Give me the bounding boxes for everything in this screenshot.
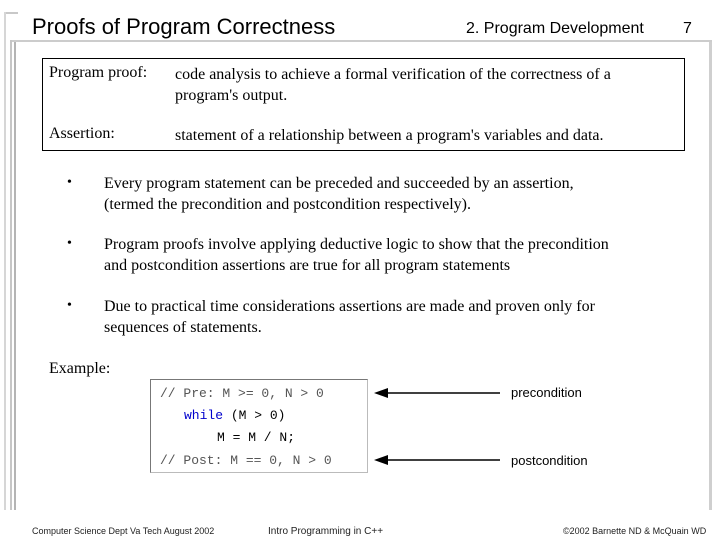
bullet-text: sequences of statements.: [104, 319, 262, 336]
code-body: M = M / N;: [217, 430, 296, 445]
definition-text: program's output.: [175, 87, 288, 104]
footer-right: ©2002 Barnette ND & McQuain WD: [563, 526, 707, 536]
bullet-icon: •: [67, 175, 72, 190]
postcondition-arrowhead: [374, 455, 388, 465]
definition-text: code analysis to achieve a formal verification of the correctness of a: [175, 66, 611, 83]
code-while-condition: (M > 0): [223, 408, 286, 423]
postcondition-label: postcondition: [511, 453, 588, 468]
bullet-text: Program proofs involve applying deductive logic to show that the precondition: [104, 236, 609, 253]
section-label: 2. Program Development: [466, 20, 644, 37]
bullet-text: Due to practical time considerations assertions are made and proven only for: [104, 298, 595, 315]
bullet-text: and postcondition assertions are true for all program statements: [104, 257, 511, 274]
bullet-text: (termed the precondition and postcondition respectively).: [104, 196, 471, 213]
definition-term: Assertion:: [49, 125, 115, 142]
slide-title: Proofs of Program Correctness: [32, 14, 336, 39]
code-postcondition: // Post: M == 0, N > 0: [160, 453, 332, 468]
bullet-text: Every program statement can be preceded and succeeded by an assertion,: [104, 175, 574, 192]
footer-left: Computer Science Dept Va Tech August 2002: [32, 526, 215, 536]
bullet-icon: •: [67, 298, 72, 313]
example-label: Example:: [49, 360, 111, 377]
code-keyword: while: [184, 408, 224, 423]
bullet-icon: •: [67, 236, 72, 251]
page-number: 7: [683, 20, 692, 37]
footer-center: Intro Programming in C++: [268, 526, 384, 537]
precondition-arrowhead: [374, 388, 388, 398]
definition-term: Program proof:: [49, 64, 148, 81]
code-precondition: // Pre: M >= 0, N > 0: [160, 386, 324, 401]
precondition-label: precondition: [511, 385, 582, 400]
definition-text: statement of a relationship between a program's variables and data.: [175, 127, 604, 144]
